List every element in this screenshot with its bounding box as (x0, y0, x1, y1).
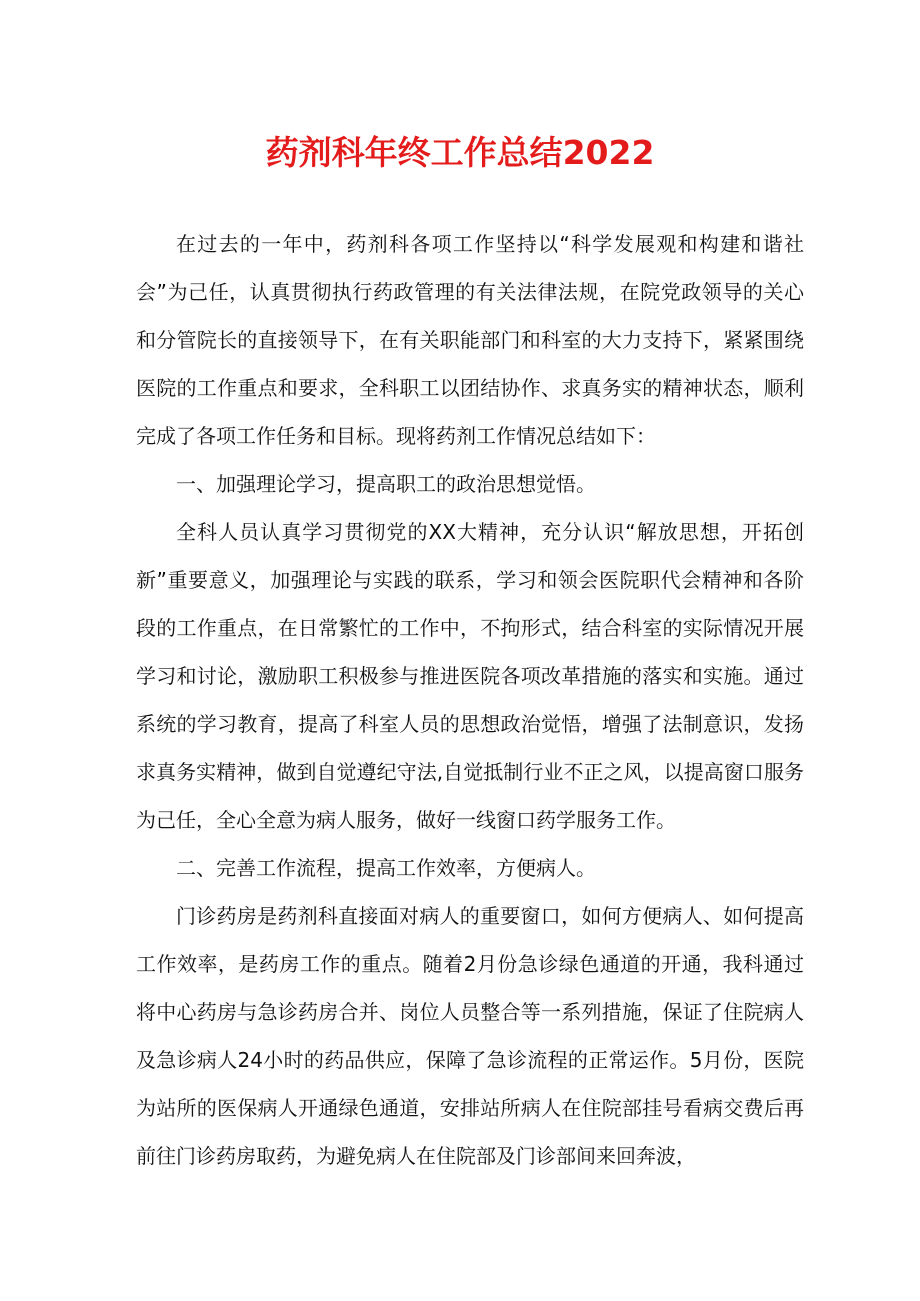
document-body (136, 220, 804, 1180)
intro-paragraph: 在过去的一年中，药剂科各项工作坚持以“科学发展观和构建和谐社会”为己任，认真贯彻执行药政管理的有关法律法规，在院党政领导的关心和分管院长的直接领导下，在有关职能部门和科室的大力支持下，紧紧围绕医院的工作重点和要求，全科职工以团结协作、求真务实的精神状态，顺利完成了各项工作任务和目标。现将药剂工作情况总结如下： (136, 232, 804, 448)
section-heading-2: 二、完善工作流程，提高工作效率，方便病人。 (176, 856, 596, 880)
section-2-paragraph: 门诊药房是药剂科直接面对病人的重要窗口，如何方便病人、如何提高工作效率，是药房工作的重点。随着2月份急诊绿色通道的开通，我科通过将中心药房与急诊药房合并、岗位人员整合等一系列措施，保证了住院病人及急诊病人24小时的药品供应，保障了急诊流程的正常运作。5月份，医院为站所的医保病人开通绿色通道，安排站所病人在住院部挂号看病交费后再前往门诊药房取药，为避免病人在住院部及门诊部间来回奔波， (136, 904, 804, 1168)
document-title: 药剂科年终工作总结2022 (265, 133, 655, 172)
section-heading-1: 一、加强理论学习，提高职工的政治思想觉悟。 (176, 472, 596, 496)
section-1-paragraph: 全科人员认真学习贯彻党的XX大精神，充分认识“解放思想，开拓创新”重要意义，加强理论与实践的联系，学习和领会医院职代会精神和各阶段的工作重点，在日常繁忙的工作中，不拘形式，结合科室的实际情况开展学习和讨论，激励职工积极参与推进医院各项改革措施的落实和实施。通过系统的学习教育，提高了科室人员的思想政治觉悟，增强了法制意识，发扬求真务实精神，做到自觉遵纪守法,自觉抵制行业不正之风，以提高窗口服务为己任，全心全意为病人服务，做好一线窗口药学服务工作。 (136, 520, 804, 832)
